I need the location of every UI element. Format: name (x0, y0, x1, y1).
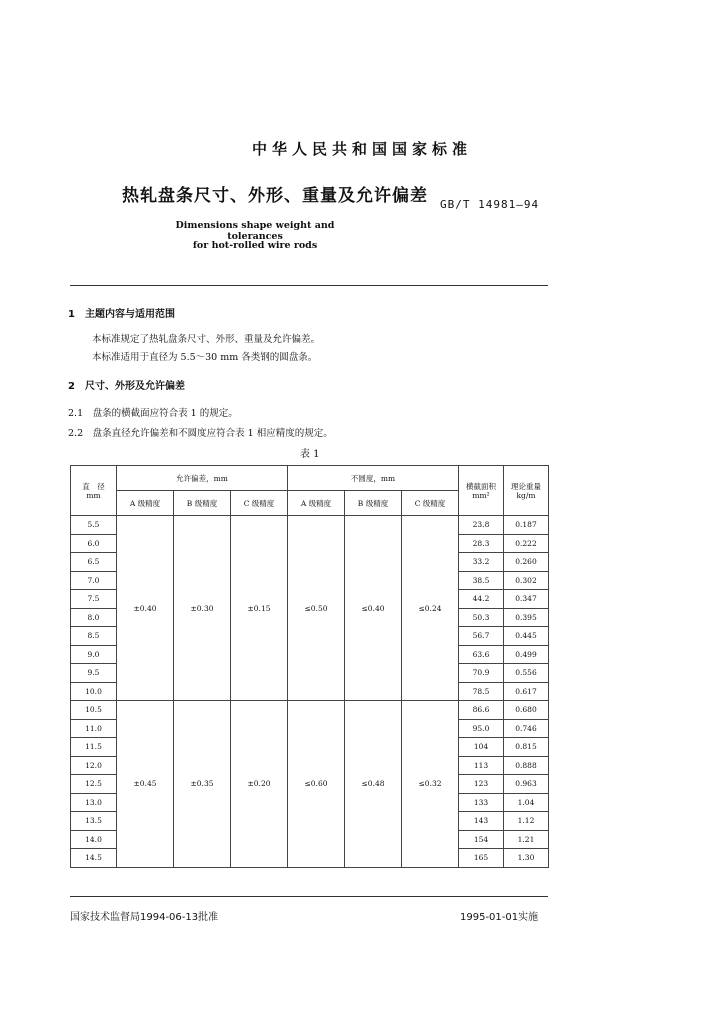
cell-area: 63.6 (459, 645, 504, 664)
cell-weight: 0.746 (504, 719, 549, 738)
cell-diameter: 7.5 (71, 590, 117, 609)
cell-weight: 0.302 (504, 571, 549, 590)
cell-diameter: 11.0 (71, 719, 117, 738)
section-1-paragraph-2: 本标准适用于直径为 5.5～30 mm 各类钢的圆盘条。 (92, 352, 318, 363)
cell-diameter: 13.0 (71, 793, 117, 812)
cell-weight: 0.499 (504, 645, 549, 664)
header-tolerance: 允许偏差，mm (117, 466, 288, 491)
standard-code: GB/T 14981—94 (440, 198, 540, 211)
header-divider (70, 285, 548, 286)
table-row (71, 701, 549, 720)
footer-divider (70, 896, 548, 897)
cell-tol-a-group2: ±0.45 (117, 701, 174, 868)
cell-tol-b-group2: ±0.35 (174, 701, 231, 868)
cell-area: 70.9 (459, 664, 504, 683)
header-diameter-unit: mm (86, 490, 101, 500)
clause-2-1: 2.1 盘条的横截面应符合表 1 的规定。 (68, 408, 238, 419)
cell-tol-c-group2: ±0.20 (231, 701, 288, 868)
cell-weight: 1.12 (504, 812, 549, 831)
cell-area: 44.2 (459, 590, 504, 609)
cell-diameter: 5.5 (71, 516, 117, 535)
header-tol-c: C 级精度 (231, 491, 288, 516)
cell-area: 50.3 (459, 608, 504, 627)
cell-area: 38.5 (459, 571, 504, 590)
english-title-line1: Dimensions shape weight and tolerances (175, 220, 335, 242)
cell-diameter: 9.5 (71, 664, 117, 683)
cell-area: 154 (459, 830, 504, 849)
effective-date: 1995-01-01实施 (460, 912, 539, 923)
cell-tol-a-group1: ±0.40 (117, 516, 174, 701)
header-ov-c: C 级精度 (402, 491, 459, 516)
cell-weight: 0.556 (504, 664, 549, 683)
header-diameter-label: 直 径 (82, 481, 105, 491)
cell-weight: 0.680 (504, 701, 549, 720)
header-tol-b: B 级精度 (174, 491, 231, 516)
header-ov-a: A 级精度 (288, 491, 345, 516)
cell-diameter: 14.0 (71, 830, 117, 849)
cell-diameter: 14.5 (71, 849, 117, 868)
cell-diameter: 8.5 (71, 627, 117, 646)
approval-date: 国家技术监督局1994-06-13批准 (70, 912, 219, 923)
section-1-heading: 1 主题内容与适用范围 (68, 309, 175, 320)
header-weight (504, 466, 549, 516)
header-tol-a: A 级精度 (117, 491, 174, 516)
cell-diameter: 6.0 (71, 534, 117, 553)
section-1-paragraph-1: 本标准规定了热轧盘条尺寸、外形、重量及允许偏差。 (92, 334, 321, 345)
cell-diameter: 6.5 (71, 553, 117, 572)
header-ov-b: B 级精度 (345, 491, 402, 516)
cell-ov-b-group1: ≤0.40 (345, 516, 402, 701)
cell-area: 86.6 (459, 701, 504, 720)
cell-diameter: 12.0 (71, 756, 117, 775)
cell-diameter: 10.5 (71, 701, 117, 720)
cell-diameter: 9.0 (71, 645, 117, 664)
cell-tol-c-group1: ±0.15 (231, 516, 288, 701)
cell-area: 56.7 (459, 627, 504, 646)
cell-area: 143 (459, 812, 504, 831)
cell-area: 78.5 (459, 682, 504, 701)
cell-weight: 0.445 (504, 627, 549, 646)
header-ovality: 不圆度，mm (288, 466, 459, 491)
cell-weight: 1.30 (504, 849, 549, 868)
cell-ov-b-group2: ≤0.48 (345, 701, 402, 868)
cell-diameter: 13.5 (71, 812, 117, 831)
cell-diameter: 7.0 (71, 571, 117, 590)
cell-weight: 0.187 (504, 516, 549, 535)
cell-area: 133 (459, 793, 504, 812)
dimension-table (70, 465, 549, 868)
cell-weight: 1.04 (504, 793, 549, 812)
cell-diameter: 11.5 (71, 738, 117, 757)
cell-area: 33.2 (459, 553, 504, 572)
header-diameter (71, 466, 117, 516)
cell-diameter: 12.5 (71, 775, 117, 794)
cell-weight: 0.222 (504, 534, 549, 553)
cell-ov-c-group2: ≤0.32 (402, 701, 459, 868)
english-title-line2: for hot-rolled wire rods (192, 240, 318, 251)
cell-weight: 0.347 (504, 590, 549, 609)
cell-weight: 1.21 (504, 830, 549, 849)
cell-diameter: 10.0 (71, 682, 117, 701)
cell-area: 123 (459, 775, 504, 794)
cell-weight: 0.617 (504, 682, 549, 701)
table-row (71, 516, 549, 535)
cell-ov-c-group1: ≤0.24 (402, 516, 459, 701)
clause-2-2: 2.2 盘条直径允许偏差和不圆度应符合表 1 相应精度的规定。 (68, 428, 333, 439)
cell-weight: 0.888 (504, 756, 549, 775)
national-standard-heading: 中华人民共和国国家标准 (251, 140, 472, 158)
cell-area: 104 (459, 738, 504, 757)
cell-area: 23.8 (459, 516, 504, 535)
cell-weight: 0.260 (504, 553, 549, 572)
header-area-label: 横截面积 (466, 481, 496, 491)
document-title: 热轧盘条尺寸、外形、重量及允许偏差 (122, 186, 428, 206)
cell-area: 28.3 (459, 534, 504, 553)
cell-diameter: 8.0 (71, 608, 117, 627)
cell-weight: 0.395 (504, 608, 549, 627)
cell-ov-a-group2: ≤0.60 (288, 701, 345, 868)
cell-ov-a-group1: ≤0.50 (288, 516, 345, 701)
cell-area: 165 (459, 849, 504, 868)
section-2-heading: 2 尺寸、外形及允许偏差 (68, 381, 185, 392)
header-area-unit: mm² (472, 490, 490, 500)
cell-weight: 0.815 (504, 738, 549, 757)
header-weight-unit: kg/m (516, 490, 536, 500)
cell-area: 113 (459, 756, 504, 775)
table-caption: 表 1 (300, 449, 320, 460)
header-area (459, 466, 504, 516)
header-weight-label: 理论重量 (511, 481, 541, 491)
cell-area: 95.0 (459, 719, 504, 738)
cell-tol-b-group1: ±0.30 (174, 516, 231, 701)
cell-weight: 0.963 (504, 775, 549, 794)
